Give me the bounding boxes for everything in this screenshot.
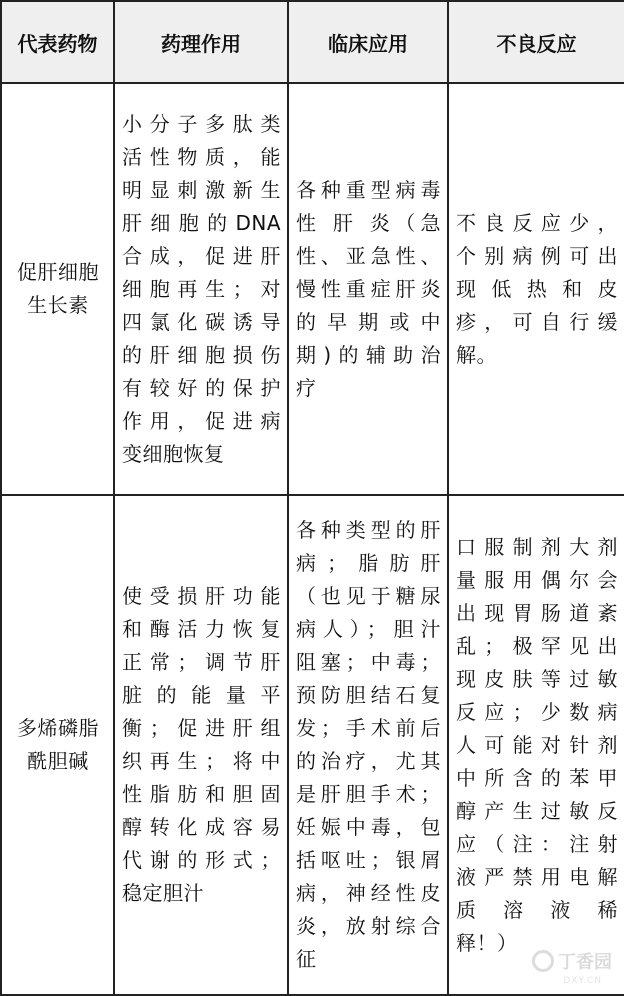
adverse-cell [448,495,624,995]
adverse-text [449,207,624,372]
dxy-logo-icon [532,950,554,972]
text-line: 稳定胆汁 [122,877,281,910]
text-line: 现皮肤等过敏 [456,663,618,696]
drug-name-cell [1,495,114,995]
text-line: 病；脂肪肝 [296,547,441,580]
text-line: 炎，放射综合 [296,910,441,943]
text-line: 是肝胆手术； [296,778,441,811]
header-pharmacology: 药理作用 [114,1,288,83]
text-line: 疹，可自行缓 [456,306,618,339]
text-line: 肝细胞的DNA [122,207,281,240]
header-drug: 代表药物 [1,1,114,83]
watermark-sub: DXY.CN [563,976,602,986]
text-line: 现低热和皮 [456,273,618,306]
text-line: 合成，促进肝 [122,240,281,273]
text-line: 慢性重症肝炎 [296,273,441,306]
text-line: 口服制剂大剂 [456,531,618,564]
text-line: 醇转化成容易 [122,811,281,844]
text-line: 小分子多肽类 [122,108,281,141]
drug-name-line: 生长素 [9,289,107,322]
pharmacology-cell [114,495,288,995]
text-line: 性脂肪和胆固 [122,778,281,811]
text-line: 细胞再生；对 [122,273,281,306]
watermark-logo [532,948,612,974]
text-line: 各种类型的肝 [296,514,441,547]
text-line: 的治疗，尤其 [296,745,441,778]
adverse-cell [448,83,624,495]
text-line: 和酶活力恢复 [122,613,281,646]
pharmacology-cell [114,83,288,495]
text-line: 中所含的苯甲 [456,762,618,795]
table-row [1,83,624,495]
text-line: 量服用偶尔会 [456,564,618,597]
drug-name-line: 多烯磷脂 [9,712,107,745]
clinical-text [289,174,447,405]
drug-name-line: 酰胆碱 [9,745,107,778]
drug-name-line: 促肝细胞 [9,256,107,289]
text-line: 的肝细胞损伤 [122,339,281,372]
text-line: 释！） [456,927,618,960]
text-line: 代谢的形式； [122,844,281,877]
text-line: 织再生；将中 [122,745,281,778]
text-line: 正常；调节肝 [122,646,281,679]
text-line: 液严禁用电解 [456,861,618,894]
text-line: 疗 [296,372,441,405]
pharmacology-text [115,108,287,471]
pharmacology-text [115,580,287,910]
adverse-text [449,531,624,960]
text-line: 期)的辅助治 [296,339,441,372]
watermark-text: 丁香园 [558,948,612,974]
text-line: 脏的能量平 [122,679,281,712]
text-line: 发；手术前后 [296,712,441,745]
text-line: 反应；少数病 [456,696,618,729]
text-line: 醇产生过敏反 [456,795,618,828]
text-line: 性 肝 炎（急 [296,207,441,240]
text-line: 解。 [456,339,618,372]
text-line: 妊娠中毒，包 [296,811,441,844]
text-line: 不良反应少， [456,207,618,240]
text-line: 出现胃肠道紊 [456,597,618,630]
text-line: 作用，促进病 [122,405,281,438]
text-line: 活性物质，能 [122,141,281,174]
header-row [1,1,624,83]
clinical-cell [288,495,448,995]
text-line: 衡；促进肝组 [122,712,281,745]
clinical-cell [288,83,448,495]
text-line: （也见于糖尿 [296,580,441,613]
text-line: 病人）；胆汁 [296,613,441,646]
text-line: 应（注：注射 [456,828,618,861]
header-adverse: 不良反应 [448,1,624,83]
text-line: 乱；极罕见出 [456,630,618,663]
text-line: 明显刺激新生 [122,174,281,207]
clinical-text [289,514,447,976]
text-line: 的早期或中 [296,306,441,339]
text-line: 征 [296,943,441,976]
text-line: 各种重型病毒 [296,174,441,207]
text-line: 个别病例可出 [456,240,618,273]
text-line: 四氯化碳诱导 [122,306,281,339]
text-line: 使受损肝功能 [122,580,281,613]
text-line: 括呕吐；银屑 [296,844,441,877]
table-row [1,495,624,995]
text-line: 性、亚急性、 [296,240,441,273]
text-line: 有较好的保护 [122,372,281,405]
header-clinical: 临床应用 [288,1,448,83]
text-line: 病，神经性皮 [296,877,441,910]
text-line: 人可能对针剂 [456,729,618,762]
text-line: 预防胆结石复 [296,679,441,712]
text-line: 阻塞；中毒； [296,646,441,679]
text-line: 变细胞恢复 [122,438,281,471]
text-line: 质溶液稀 [456,894,618,927]
drug-name-cell [1,83,114,495]
